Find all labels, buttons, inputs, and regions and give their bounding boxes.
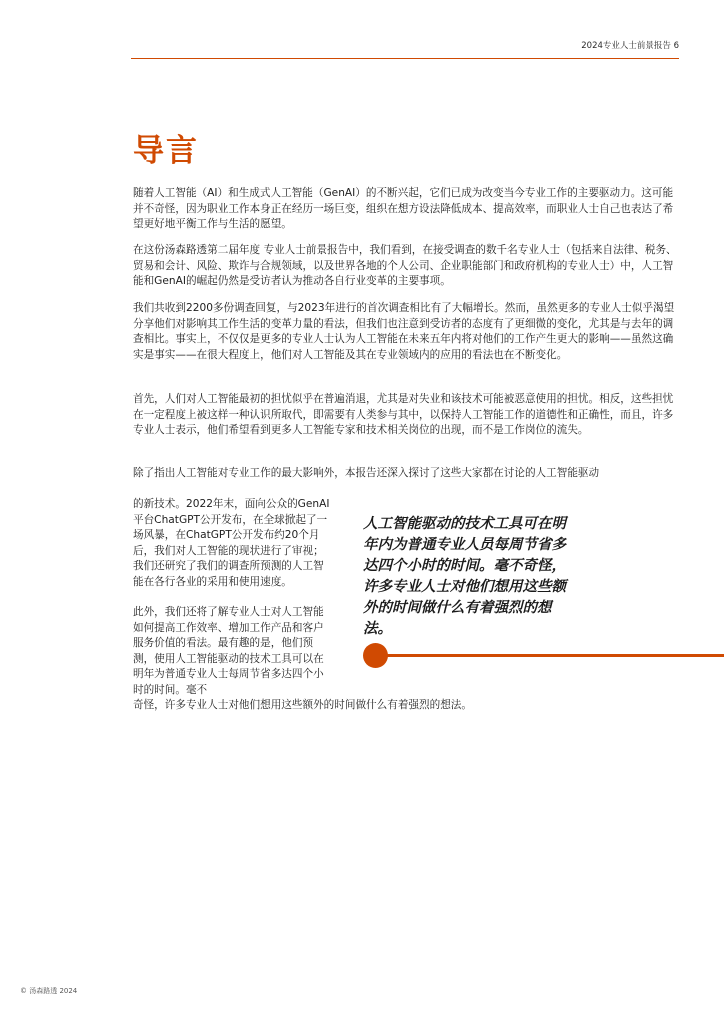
paragraph-6-tail: 奇怪，许多专业人士对他们想用这些额外的时间做什么有着强烈的想法。 — [133, 699, 472, 711]
paragraph-4: 首先，人们对人工智能最初的担忧似乎在普遍消退，尤其是对失业和该技术可能被恶意使用的担忧。相反，这些担忧在一定程度上被这样一种认识所取代，即需要有人类参与其中，以保持人工智能工作的道德性和正确性，而且，许多专业人士表示，他们希望看到更多人工智能专家和技术相关岗位的出现，而不是工作岗位的流失。 — [133, 393, 674, 436]
paragraph-6: 此外，我们还将了解专业人士对人工智能如何提高工作效率、增加工作产品和客户服务价值的看法。最有趣的是，他们预测，使用人工智能驱动的技术工具可以在明年为普通专业人士每周节省多达四个小时的时间。毫不 — [133, 606, 324, 696]
paragraph-3: 我们共收到2200多份调查回复，与2023年进行的首次调查相比有了大幅增长。然而，虽然更多的专业人士似乎渴望分享他们对影响其工作生活的变革力量的看法，但我们也注意到受访者的态度有了更细微的变化，尤其是与去年的调查相比。事实上，不仅仅是更多的专业人士认为人工智能在未来五年内将对他们的工作产生更大的影响——虽然这确实是事实——在很大程度上，他们对人工智能及其在专业领域内的应用的看法也在不断变化。 — [133, 302, 675, 361]
page-title: 导言 — [133, 133, 199, 169]
running-header: 2024专业人士前景报告 6 — [581, 41, 679, 51]
paragraph-5-continued: 的新技术。2022年末，面向公众的GenAI平台ChatGPT公开发布，在全球掀起了一场风暴，在ChatGPT公开发布约20个月后，我们对人工智能的现状进行了审视；我们还研究了我们的调查所预测的人工智能在各行各业的采用和使用速度。 — [133, 498, 330, 588]
header-rule — [131, 58, 679, 59]
quote-rule — [385, 654, 724, 657]
copyright-footer: © 汤森路透 2024 — [20, 987, 78, 995]
paragraph-1: 随着人工智能（AI）和生成式人工智能（GenAI）的不断兴起，它们已成为改变当今专业工作的主要驱动力。这可能并不奇怪，因为职业工作本身正在经历一场巨变，组织在想方设法降低成本、提高效率，而职业人士自己也表达了希望更好地平衡工作与生活的愿望。 — [133, 187, 674, 230]
pull-quote: 人工智能驱动的技术工具可在明年内为普通专业人员每周节省多达四个小时的时间。毫不奇怪，许多专业人士对他们想用这些额外的时间做什么有着强烈的想法。 — [363, 516, 566, 637]
paragraph-5: 除了指出人工智能对专业工作的最大影响外，本报告还深入探讨了这些大家都在讨论的人工智能驱动 — [133, 467, 600, 479]
paragraph-2: 在这份汤森路透第二届年度 专业人士前景报告中，我们看到，在接受调查的数千名专业人士（包括来自法律、税务、贸易和会计、风险、欺诈与合规领域，以及世界各地的个人公司、企业职能部门和政府机构的专业人士）中，人工智能和GenAI的崛起仍然是受访者认为推动各自行业变革的主要事项。 — [133, 244, 677, 287]
